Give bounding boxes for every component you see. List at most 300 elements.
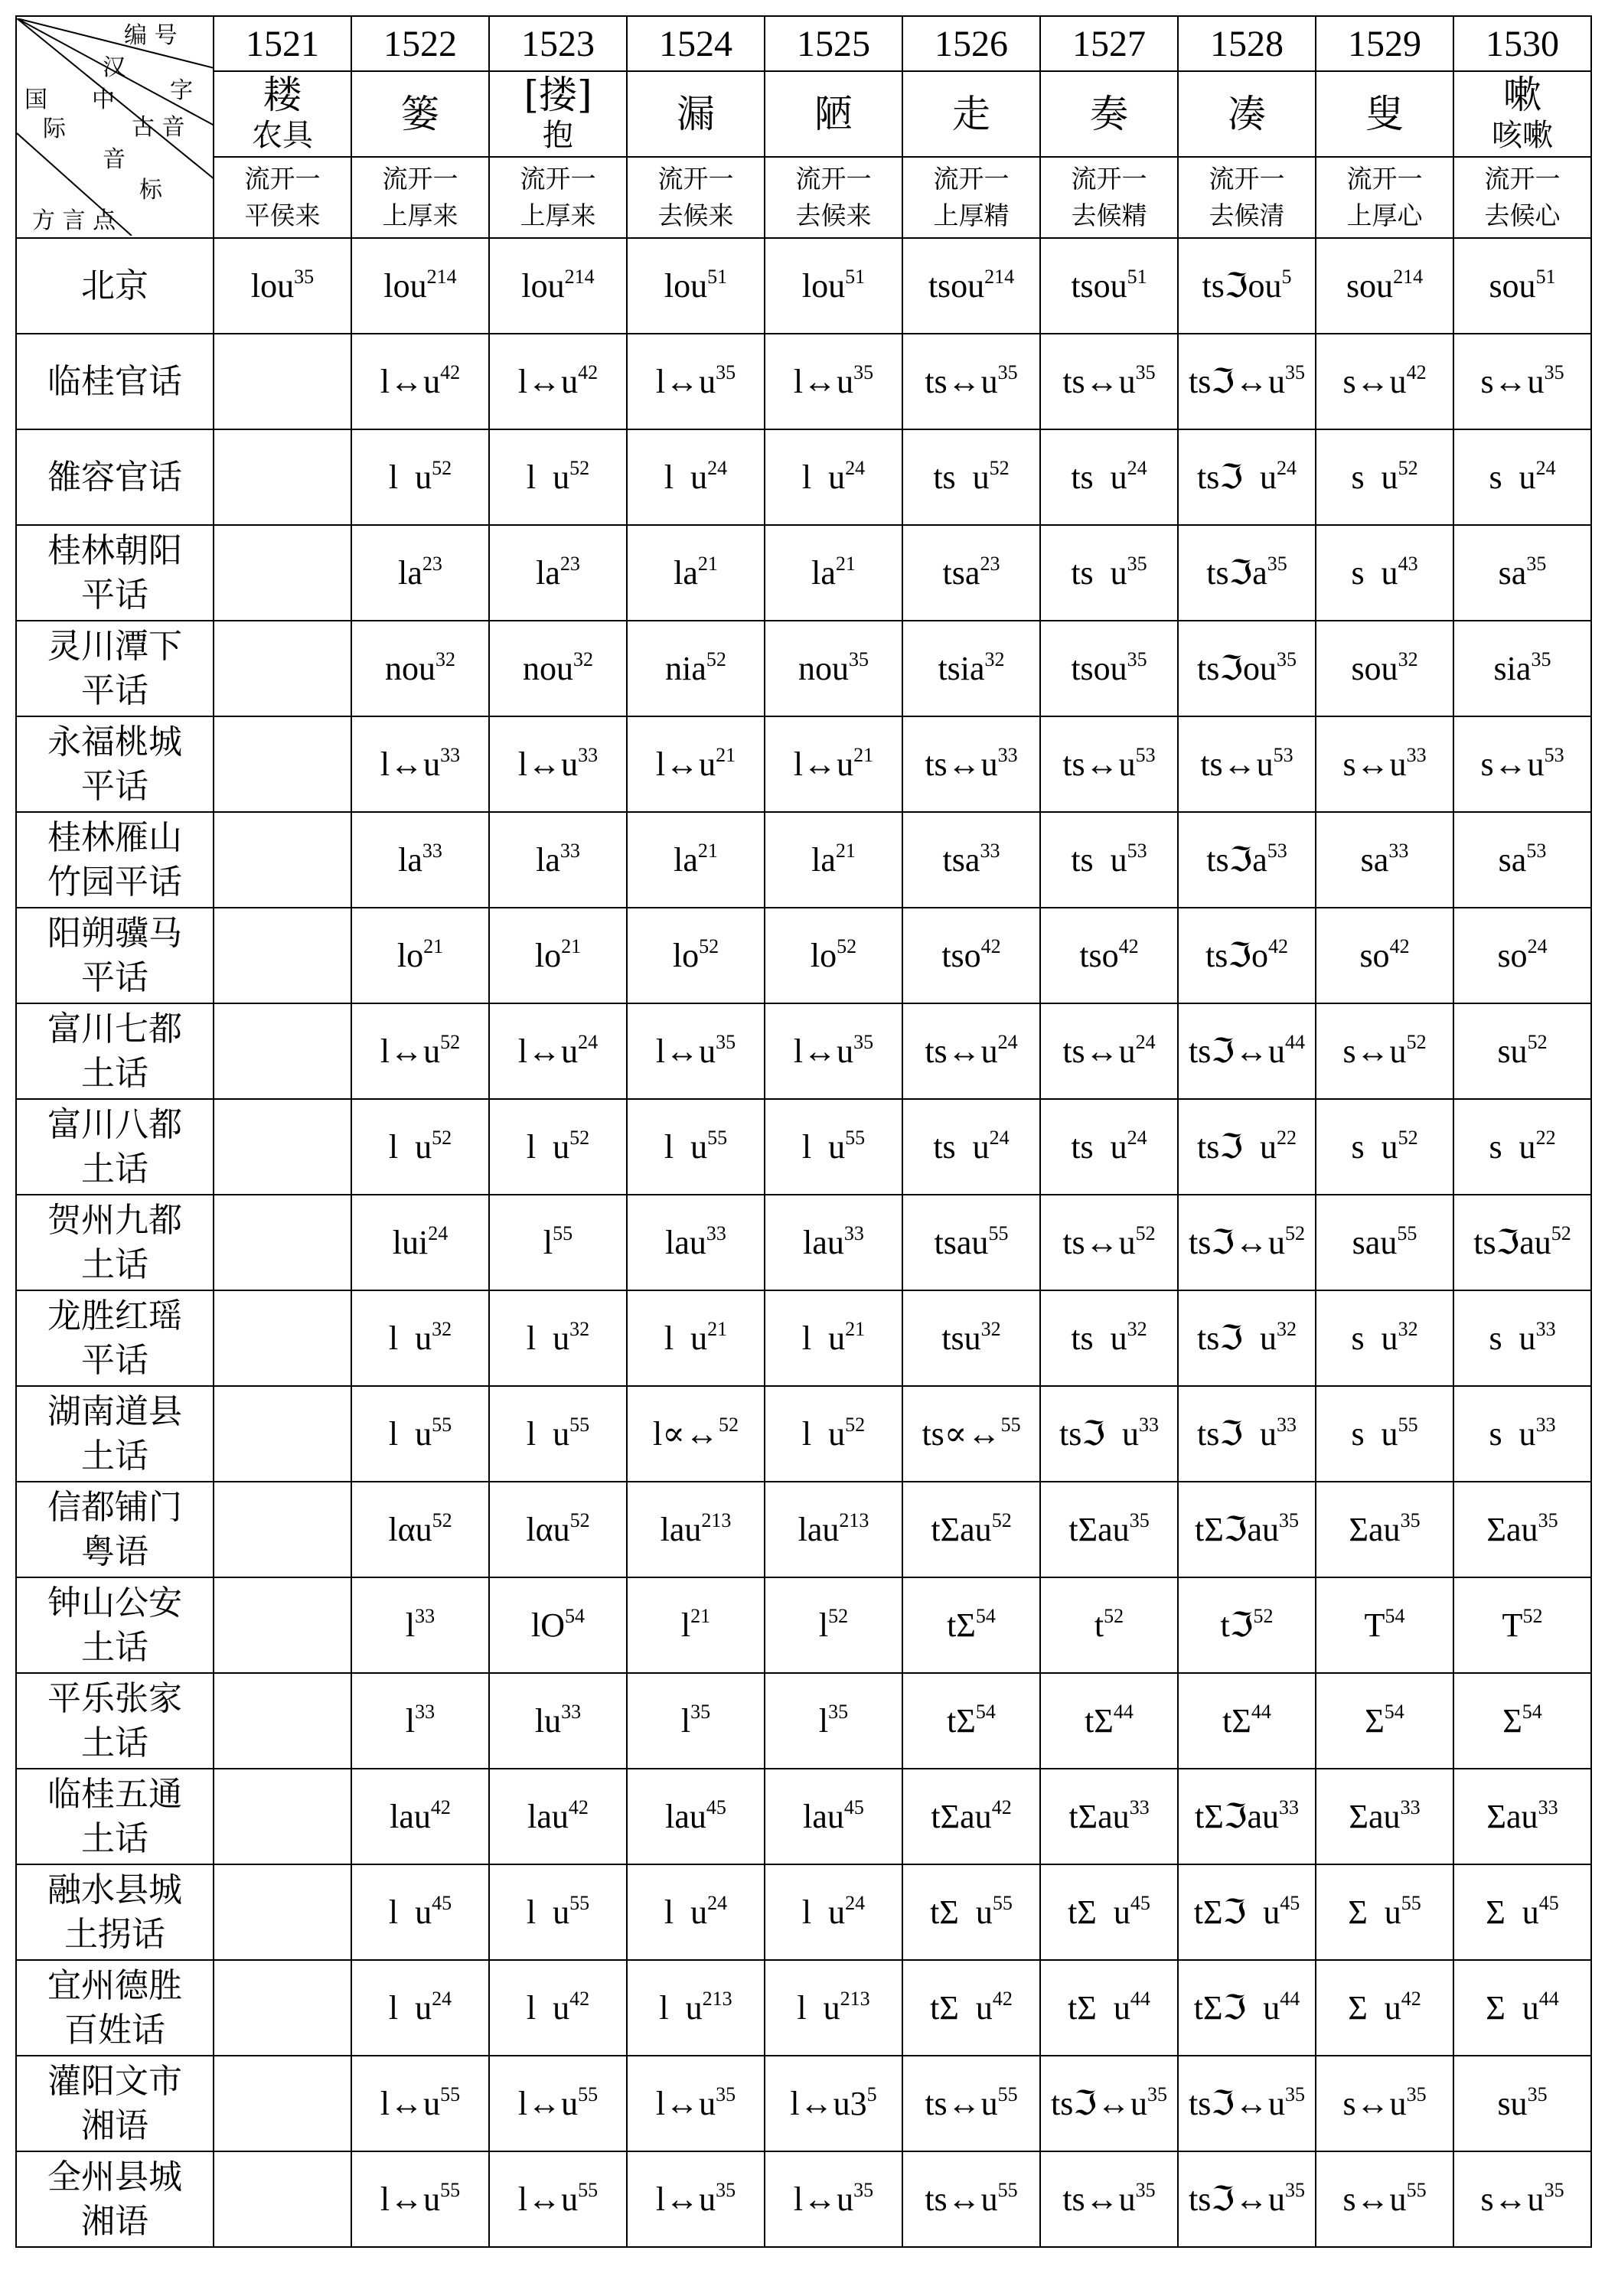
tone-value: 23 — [422, 552, 442, 575]
ipa-transcription — [1196, 647, 1297, 687]
tone-value: 24 — [845, 456, 866, 479]
pronunciation-cell — [765, 621, 902, 716]
ipa-transcription — [406, 1606, 435, 1644]
tone-value: 51 — [1535, 265, 1556, 288]
ipa-segment: l↔u — [380, 1032, 441, 1070]
pronunciation-cell — [1316, 2056, 1453, 2151]
pronunciation-cell — [1316, 238, 1453, 334]
ipa-segment: l u — [388, 458, 432, 496]
pronunciation-cell — [1316, 1673, 1453, 1769]
pronunciation-cell — [1453, 525, 1591, 621]
ipa-segment: ts↔u — [1062, 1223, 1136, 1261]
pronunciation-cell — [1178, 1195, 1316, 1290]
ipa-transcription — [1351, 647, 1418, 687]
ipa-segment: lau — [660, 1510, 702, 1548]
dialect-pronunciation-table — [15, 15, 1592, 2248]
ipa-transcription — [389, 1415, 452, 1453]
tone-value: 35 — [1279, 1508, 1300, 1531]
ipa-segment: l u — [526, 458, 570, 496]
table-row — [16, 2056, 1591, 2151]
dialect-place-name: 平话 — [81, 575, 148, 615]
dialect-place-name: 土话 — [81, 1053, 148, 1093]
ipa-segment: lau — [803, 1223, 844, 1261]
ipa-transcription — [389, 1989, 452, 2027]
column-middle-chinese-meta2: 上厚来 — [382, 201, 458, 230]
pronunciation-cell — [765, 1673, 902, 1769]
pronunciation-cell — [489, 1960, 627, 2056]
ipa-segment: tΣ u — [930, 1893, 993, 1931]
pronunciation-cell — [1316, 1864, 1453, 1960]
tone-value: 55 — [578, 2082, 599, 2105]
pronunciation-cell — [214, 238, 351, 334]
pronunciation-cell — [902, 1673, 1040, 1769]
column-number: 1527 — [1072, 23, 1146, 64]
column-middle-chinese-meta1: 流开一 — [795, 164, 872, 194]
pronunciation-cell — [489, 621, 627, 716]
ipa-transcription — [1489, 267, 1555, 305]
tone-value: 35 — [1147, 2082, 1168, 2105]
ipa-segment: l u — [801, 1319, 846, 1357]
dialect-place-cell — [16, 334, 214, 429]
column-middle-chinese-meta1: 流开一 — [1484, 164, 1561, 194]
tone-value: 33 — [843, 1221, 864, 1244]
ipa-segment: Σau — [1349, 1510, 1401, 1548]
pronunciation-cell — [351, 334, 489, 429]
ipa-segment: tΣℑ u — [1193, 1988, 1280, 2027]
ipa-segment: l u — [526, 1127, 570, 1166]
tone-value: 45 — [432, 1891, 452, 1914]
ipa-transcription — [398, 554, 442, 592]
pronunciation-cell — [489, 716, 627, 812]
pronunciation-cell — [765, 429, 902, 525]
dialect-place-cell — [16, 2151, 214, 2247]
column-character: 耧 — [263, 73, 302, 117]
pronunciation-cell — [1040, 2056, 1178, 2151]
dialect-place-name: 平话 — [81, 670, 148, 710]
ipa-segment: la — [536, 553, 560, 592]
table-row — [16, 1673, 1591, 1769]
ipa-transcription — [933, 458, 1009, 496]
ipa-transcription — [665, 1795, 726, 1835]
ipa-segment: lau — [665, 1797, 706, 1835]
ipa-transcription — [931, 1508, 1012, 1548]
ipa-segment: tso — [1079, 936, 1119, 974]
ipa-transcription — [385, 647, 455, 687]
column-number-cell — [214, 16, 351, 71]
tone-value: 55 — [1398, 1413, 1418, 1436]
ipa-transcription — [922, 1415, 1020, 1453]
pronunciation-cell — [1040, 1577, 1178, 1673]
tone-value: 51 — [845, 265, 866, 288]
dialect-place-name: 平话 — [81, 957, 148, 997]
ipa-transcription — [1346, 267, 1423, 305]
ipa-transcription — [925, 745, 1017, 783]
tone-value: 21 — [707, 1317, 728, 1340]
tone-value: 52 — [828, 1604, 849, 1627]
table-row — [16, 621, 1591, 716]
pronunciation-cell — [765, 1003, 902, 1099]
ipa-transcription — [1197, 1319, 1297, 1357]
tone-value: 44 — [1280, 1987, 1300, 2010]
tone-value: 55 — [569, 1891, 590, 1914]
ipa-transcription — [1068, 1893, 1150, 1931]
ipa-segment: s u — [1351, 1127, 1398, 1166]
ipa-transcription — [527, 1893, 589, 1931]
dialect-place-name: 百姓话 — [64, 2010, 165, 2050]
tone-value: 35 — [716, 2178, 736, 2201]
tone-value: 33 — [706, 1221, 726, 1244]
pronunciation-cell — [1178, 1864, 1316, 1960]
dialect-place-cell — [16, 621, 214, 716]
ipa-transcription — [1502, 1702, 1542, 1740]
pronunciation-cell — [489, 1003, 627, 1099]
dialect-place-cell — [16, 1290, 214, 1386]
column-middle-chinese-meta1: 流开一 — [1071, 164, 1147, 194]
column-number: 1526 — [935, 23, 1008, 64]
tone-value: 52 — [719, 1413, 739, 1436]
tone-value: 52 — [1104, 1604, 1124, 1627]
corner-label-fang-yan-dian: 方 言 点 — [32, 207, 116, 234]
column-number-cell — [902, 16, 1040, 71]
ipa-segment: tsou — [1071, 266, 1127, 305]
ipa-segment: ts↔u — [925, 745, 998, 783]
ipa-segment: l u — [801, 1127, 846, 1166]
tone-value: 52 — [1135, 1221, 1156, 1244]
column-number: 1525 — [797, 23, 870, 64]
pronunciation-cell — [351, 429, 489, 525]
tone-value: 24 — [1135, 1030, 1156, 1053]
tone-value: 5 — [866, 2082, 877, 2105]
pronunciation-cell — [765, 1290, 902, 1386]
ipa-segment: l u — [801, 458, 846, 496]
ipa-segment: ts↔u — [1062, 2180, 1136, 2218]
ipa-transcription — [1348, 1893, 1421, 1931]
ipa-transcription — [536, 841, 580, 879]
ipa-segment: nia — [665, 649, 706, 687]
pronunciation-cell — [902, 1003, 1040, 1099]
pronunciation-cell — [765, 1577, 902, 1673]
ipa-segment: ts↔u — [1200, 745, 1274, 783]
ipa-segment: la — [398, 553, 422, 592]
tone-value: 32 — [1277, 1317, 1297, 1340]
column-middle-chinese-meta2: 上厚心 — [1346, 201, 1423, 230]
ipa-segment: lo — [396, 936, 424, 974]
pronunciation-cell — [1316, 1003, 1453, 1099]
ipa-segment: so — [1359, 936, 1390, 974]
column-character-cell — [627, 71, 765, 157]
pronunciation-cell — [1453, 334, 1591, 429]
corner-label-zi: 字 — [170, 77, 193, 104]
ipa-transcription — [798, 1508, 869, 1548]
ipa-segment: l∝↔ — [652, 1414, 719, 1453]
tone-value: 35 — [716, 2082, 736, 2105]
tone-value: 44 — [1130, 1987, 1150, 2010]
pronunciation-cell — [902, 429, 1040, 525]
dialect-place-name: 临桂五通 — [47, 1774, 182, 1814]
ipa-segment: lou — [250, 266, 295, 305]
tone-value: 55 — [569, 1413, 590, 1436]
pronunciation-cell — [1178, 1003, 1316, 1099]
column-character-cell — [351, 71, 489, 157]
ipa-segment: la — [674, 553, 698, 592]
ipa-transcription — [1486, 1893, 1559, 1931]
ipa-transcription — [1351, 1319, 1417, 1357]
tone-value: 32 — [1398, 1317, 1418, 1340]
ipa-segment: lau — [665, 1223, 706, 1261]
pronunciation-cell — [765, 1864, 902, 1960]
ipa-segment: ts↔u — [1062, 745, 1136, 783]
ipa-segment: tsℑo — [1205, 936, 1269, 974]
pronunciation-cell — [765, 812, 902, 908]
tone-value: 35 — [853, 1030, 874, 1053]
ipa-segment: ts↔u — [1062, 362, 1136, 400]
ipa-transcription — [1342, 2082, 1427, 2122]
pronunciation-cell — [351, 238, 489, 334]
pronunciation-cell — [1316, 2151, 1453, 2247]
ipa-segment: tsℑ u — [1196, 1127, 1277, 1166]
ipa-segment: ts u — [1071, 1319, 1127, 1357]
ipa-segment: tsℑ u — [1196, 1319, 1277, 1357]
page — [15, 15, 1592, 2273]
ipa-segment: l↔u — [380, 745, 441, 783]
ipa-segment: ts↔u — [925, 2084, 998, 2122]
tone-value: 35 — [1544, 360, 1564, 383]
column-middle-chinese-meta2: 去候来 — [795, 201, 872, 230]
ipa-segment: la — [811, 840, 836, 879]
ipa-transcription — [664, 1893, 727, 1931]
ipa-segment: lau — [803, 1797, 844, 1835]
ipa-segment: sou — [1346, 266, 1394, 305]
tone-value: 55 — [578, 2178, 599, 2201]
ipa-transcription — [1062, 1221, 1156, 1261]
tone-value: 21 — [423, 934, 444, 957]
ipa-transcription — [1197, 458, 1297, 496]
ipa-segment: l u — [797, 1988, 840, 2027]
column-character: 漏 — [677, 92, 715, 136]
ipa-segment: tsℑa — [1206, 553, 1267, 592]
column-character: 陋 — [814, 92, 853, 136]
corner-label-bian-hao: 编 号 — [124, 22, 178, 49]
column-middle-chinese-meta1: 流开一 — [657, 164, 734, 194]
ipa-segment: l↔u — [517, 2084, 579, 2122]
ipa-transcription — [1365, 1702, 1404, 1740]
ipa-transcription — [656, 2180, 736, 2218]
pronunciation-cell — [1316, 1482, 1453, 1577]
tone-value: 35 — [1400, 1508, 1421, 1531]
tone-value: 52 — [845, 1413, 866, 1436]
pronunciation-cell — [1040, 1003, 1178, 1099]
ipa-segment: tℑ — [1220, 1606, 1254, 1644]
tone-value: 33 — [1538, 1795, 1558, 1818]
pronunciation-cell — [902, 238, 1040, 334]
ipa-transcription — [406, 1702, 435, 1740]
tone-value: 21 — [835, 552, 856, 575]
ipa-transcription — [941, 1319, 1000, 1357]
ipa-transcription — [1188, 2082, 1306, 2122]
ipa-transcription — [527, 458, 589, 496]
dialect-place-cell — [16, 908, 214, 1003]
ipa-transcription — [1365, 1606, 1405, 1644]
ipa-segment: s u — [1489, 458, 1536, 496]
ipa-segment: l — [405, 1606, 416, 1644]
ipa-transcription — [1068, 1508, 1150, 1548]
ipa-segment: ts↔u — [925, 2180, 998, 2218]
ipa-segment: Σau — [1486, 1510, 1538, 1548]
ipa-transcription — [1351, 458, 1417, 496]
pronunciation-cell — [351, 1003, 489, 1099]
tone-value: 52 — [1551, 1221, 1571, 1244]
ipa-transcription — [674, 841, 718, 879]
ipa-transcription — [1062, 1032, 1155, 1070]
dialect-place-name: 湖南道县 — [47, 1391, 182, 1431]
pronunciation-cell — [627, 621, 765, 716]
ipa-segment: s↔u — [1480, 2180, 1545, 2218]
ipa-segment: ts u — [1071, 840, 1127, 879]
dialect-place-name: 土话 — [81, 1244, 148, 1284]
pronunciation-cell — [902, 1386, 1040, 1482]
tone-value: 214 — [564, 265, 595, 288]
ipa-segment: l↔u — [793, 362, 854, 400]
tone-value: 21 — [716, 743, 736, 766]
pronunciation-cell — [1453, 1099, 1591, 1195]
tone-value: 22 — [1277, 1126, 1297, 1149]
ipa-transcription — [531, 1606, 585, 1644]
ipa-segment: l↔u — [793, 1032, 854, 1070]
pronunciation-cell — [1453, 1195, 1591, 1290]
pronunciation-cell — [765, 1386, 902, 1482]
ipa-transcription — [1351, 1128, 1417, 1166]
ipa-segment: lau — [798, 1510, 840, 1548]
pronunciation-cell — [489, 525, 627, 621]
ipa-segment: tΣℑau — [1194, 1510, 1280, 1548]
ipa-transcription — [664, 1128, 727, 1166]
ipa-segment: tsℑ↔u — [1188, 1223, 1286, 1261]
corner-label-zhong: 中 — [92, 86, 115, 113]
tone-value: 55 — [845, 1126, 866, 1149]
ipa-transcription — [681, 1702, 710, 1740]
ipa-segment: l u — [664, 1127, 708, 1166]
tone-value: 52 — [432, 456, 452, 479]
tone-value: 21 — [835, 839, 856, 862]
column-middle-chinese-meta1: 流开一 — [520, 164, 596, 194]
ipa-transcription — [793, 360, 874, 400]
ipa-segment: s u — [1351, 458, 1398, 496]
tone-value: 55 — [432, 1413, 452, 1436]
tone-value: 33 — [1406, 743, 1427, 766]
ipa-transcription — [798, 647, 869, 687]
column-middle-chinese-cell — [1453, 157, 1591, 238]
dialect-place-name: 融水县城 — [47, 1870, 182, 1910]
ipa-segment: l↔u — [655, 362, 716, 400]
ipa-segment: l u — [388, 1988, 432, 2027]
ipa-transcription — [660, 1508, 732, 1548]
ipa-transcription — [1486, 1508, 1558, 1548]
pronunciation-cell — [765, 2056, 902, 2151]
dialect-place-cell — [16, 1864, 214, 1960]
column-number-cell — [765, 16, 902, 71]
dialect-place-cell — [16, 429, 214, 525]
ipa-transcription — [790, 2082, 877, 2122]
ipa-transcription — [380, 745, 460, 783]
tone-value: 24 — [707, 456, 728, 479]
column-middle-chinese-cell — [214, 157, 351, 238]
ipa-segment: nou — [385, 649, 436, 687]
pronunciation-cell — [214, 1673, 351, 1769]
pronunciation-cell — [1453, 1482, 1591, 1577]
ipa-transcription — [925, 1032, 1017, 1070]
pronunciation-cell — [214, 1290, 351, 1386]
pronunciation-cell — [627, 1290, 765, 1386]
pronunciation-cell — [1453, 1003, 1591, 1099]
tone-value: 55 — [440, 2178, 461, 2201]
pronunciation-cell — [627, 1673, 765, 1769]
dialect-place-name: 宜州德胜 — [47, 1965, 182, 2005]
pronunciation-cell — [351, 1960, 489, 2056]
ipa-transcription — [803, 1221, 864, 1261]
pronunciation-cell — [351, 1482, 489, 1577]
pronunciation-cell — [1316, 1099, 1453, 1195]
tone-value: 54 — [1384, 1700, 1404, 1723]
tone-value: 52 — [1527, 1030, 1548, 1053]
tone-value: 33 — [415, 1700, 436, 1723]
ipa-segment: tsℑ u — [1059, 1414, 1140, 1453]
tone-value: 52 — [991, 1508, 1012, 1531]
column-middle-chinese-cell — [627, 157, 765, 238]
ipa-segment: ts u — [1071, 458, 1127, 496]
ipa-transcription — [664, 267, 727, 305]
pronunciation-cell — [1316, 812, 1453, 908]
pronunciation-cell — [351, 1577, 489, 1673]
tone-value: 24 — [578, 1030, 599, 1053]
ipa-transcription — [1071, 554, 1147, 592]
ipa-segment: s↔u — [1342, 2084, 1407, 2122]
pronunciation-cell — [1453, 716, 1591, 812]
column-middle-chinese-meta1: 流开一 — [244, 164, 321, 194]
tone-value: 54 — [1385, 1604, 1405, 1627]
tone-value: 35 — [1129, 1508, 1150, 1531]
ipa-transcription — [536, 554, 580, 592]
pronunciation-cell — [351, 1099, 489, 1195]
column-character-cell — [1316, 71, 1453, 157]
pronunciation-cell — [1178, 716, 1316, 812]
ipa-segment: s↔u — [1342, 362, 1407, 400]
ipa-segment: tsa — [942, 553, 980, 592]
ipa-transcription — [518, 1032, 598, 1070]
ipa-transcription — [655, 360, 736, 400]
tone-value: 24 — [1527, 934, 1548, 957]
dialect-place-name: 平话 — [81, 766, 148, 806]
pronunciation-cell — [765, 716, 902, 812]
ipa-transcription — [1361, 841, 1409, 879]
tone-value: 33 — [1129, 1795, 1150, 1818]
tone-value: 52 — [432, 1508, 452, 1531]
pronunciation-cell — [902, 1195, 1040, 1290]
pronunciation-cell — [1040, 334, 1178, 429]
ipa-transcription — [398, 841, 442, 879]
column-character: 凑 — [1228, 92, 1266, 136]
ipa-segment: l↔u — [380, 362, 441, 400]
ipa-transcription — [802, 1415, 865, 1453]
pronunciation-cell — [214, 1960, 351, 2056]
ipa-segment: l u — [526, 1988, 570, 2027]
ipa-transcription — [659, 1989, 732, 2027]
ipa-segment: l u — [388, 1893, 432, 1931]
pronunciation-cell — [489, 429, 627, 525]
column-character: 奏 — [1090, 92, 1128, 136]
pronunciation-cell — [765, 238, 902, 334]
ipa-transcription — [1349, 1795, 1421, 1835]
tone-value: 24 — [997, 1030, 1018, 1053]
